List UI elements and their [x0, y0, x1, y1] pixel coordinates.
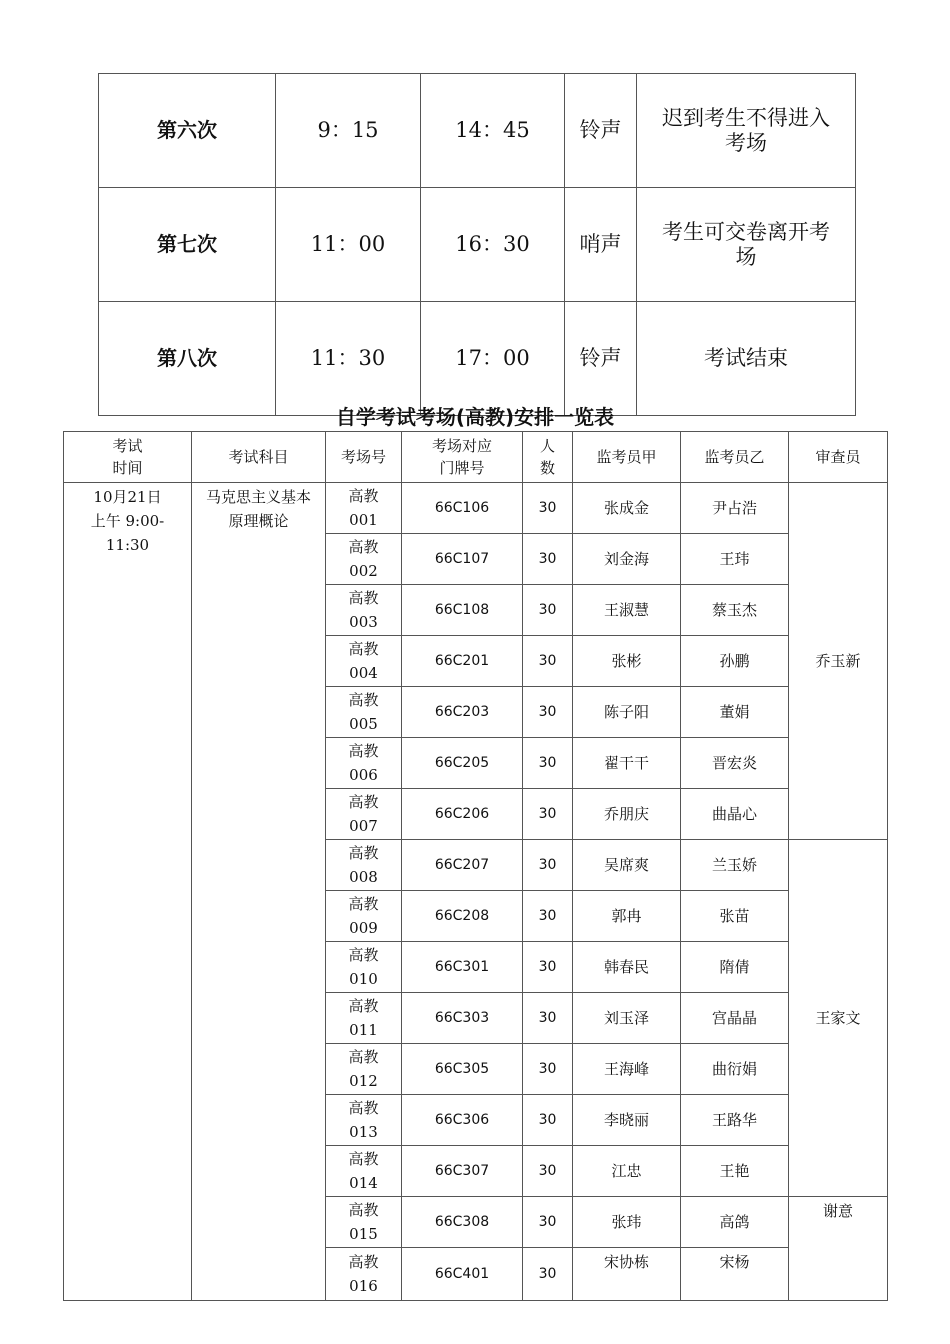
bell-row: [99, 188, 856, 302]
proctor-a-cell: 张玮: [573, 1197, 681, 1248]
proctor-a-cell: 韩春民: [573, 942, 681, 993]
exam-room-table: [63, 431, 888, 1301]
exam-room-body: [64, 432, 888, 1301]
proctor-a-cell: 刘金海: [573, 534, 681, 585]
door-number-cell: 66C208: [402, 891, 523, 942]
door-number-cell: 66C107: [402, 534, 523, 585]
door-number-cell: 66C401: [402, 1248, 523, 1301]
bell-round: 第七次: [99, 188, 276, 302]
bell-round: 第八次: [99, 302, 276, 416]
door-number-cell: 66C303: [402, 993, 523, 1044]
proctor-b-cell: 董娟: [681, 687, 789, 738]
door-number-cell: 66C308: [402, 1197, 523, 1248]
count-cell: 30: [523, 585, 573, 636]
door-number-cell: 66C301: [402, 942, 523, 993]
count-cell: 30: [523, 993, 573, 1044]
proctor-a-cell: 吴席爽: [573, 840, 681, 891]
room-number-cell: 高教 016: [326, 1248, 402, 1301]
room-number-cell: 高教 004: [326, 636, 402, 687]
room-number-cell: 高教 008: [326, 840, 402, 891]
bell-time-pm: 17：00: [421, 302, 565, 416]
door-number-cell: 66C305: [402, 1044, 523, 1095]
page-title: 自学考试考场(高教)安排一览表: [335, 405, 615, 429]
room-number-cell: 高教 014: [326, 1146, 402, 1197]
table-row: [64, 483, 888, 534]
proctor-a-cell: 宋协栋: [573, 1248, 681, 1301]
count-cell: 30: [523, 942, 573, 993]
proctor-b-cell: 隋倩: [681, 942, 789, 993]
reviewer-cell: 谢意: [789, 1197, 888, 1301]
bell-row: [99, 74, 856, 188]
room-number-cell: 高教 010: [326, 942, 402, 993]
bell-note: [637, 302, 856, 416]
room-number-cell: 高教 013: [326, 1095, 402, 1146]
bell-note-text: 迟到考生不得进入考场: [662, 105, 830, 155]
door-number-cell: 66C207: [402, 840, 523, 891]
bell-row: [99, 302, 856, 416]
bell-round: 第六次: [99, 74, 276, 188]
bell-schedule-table: [98, 73, 856, 416]
door-number-cell: 66C307: [402, 1146, 523, 1197]
proctor-b-cell: 曲晶心: [681, 789, 789, 840]
bell-note: [637, 74, 856, 188]
count-cell: 30: [523, 891, 573, 942]
room-number-cell: 高教 006: [326, 738, 402, 789]
bell-time-am: 11：00: [276, 188, 421, 302]
count-cell: 30: [523, 1044, 573, 1095]
door-number-cell: 66C306: [402, 1095, 523, 1146]
room-number-cell: 高教 003: [326, 585, 402, 636]
door-number-cell: 66C203: [402, 687, 523, 738]
header-subject: 考试科目: [192, 432, 326, 483]
bell-note: [637, 188, 856, 302]
reviewer-cell: 王家文: [789, 840, 888, 1197]
table-header-row: [64, 432, 888, 483]
proctor-b-cell: 王玮: [681, 534, 789, 585]
proctor-b-cell: 蔡玉杰: [681, 585, 789, 636]
room-number-cell: 高教 015: [326, 1197, 402, 1248]
proctor-b-cell: 王艳: [681, 1146, 789, 1197]
bell-time-pm: 14：45: [421, 74, 565, 188]
exam-subject-cell: 马克思主义基本 原理概论: [192, 483, 326, 1301]
proctor-b-cell: 宋杨: [681, 1248, 789, 1301]
bell-schedule-body: [99, 74, 856, 416]
proctor-b-cell: 张苗: [681, 891, 789, 942]
proctor-a-cell: 郭冉: [573, 891, 681, 942]
count-cell: 30: [523, 483, 573, 534]
header-door-number: 考场对应 门牌号: [402, 432, 523, 483]
reviewer-cell: 乔玉新: [789, 483, 888, 840]
count-cell: 30: [523, 687, 573, 738]
proctor-a-cell: 张成金: [573, 483, 681, 534]
header-reviewer: 审查员: [789, 432, 888, 483]
door-number-cell: 66C201: [402, 636, 523, 687]
count-cell: 30: [523, 1095, 573, 1146]
bell-note-text: 考试结束: [704, 346, 788, 370]
proctor-b-cell: 王路华: [681, 1095, 789, 1146]
header-exam-time: 考试 时间: [64, 432, 192, 483]
door-number-cell: 66C106: [402, 483, 523, 534]
bell-note-text: 考生可交卷离开考场: [662, 219, 830, 269]
proctor-a-cell: 翟干干: [573, 738, 681, 789]
proctor-b-cell: 孙鹏: [681, 636, 789, 687]
header-proctor-a: 监考员甲: [573, 432, 681, 483]
proctor-b-cell: 曲衍娟: [681, 1044, 789, 1095]
proctor-a-cell: 王淑慧: [573, 585, 681, 636]
proctor-a-cell: 刘玉泽: [573, 993, 681, 1044]
bell-signal: 铃声: [565, 74, 637, 188]
room-number-cell: 高教 001: [326, 483, 402, 534]
proctor-b-cell: 高鸽: [681, 1197, 789, 1248]
proctor-a-cell: 江忠: [573, 1146, 681, 1197]
exam-time-cell: 10月21日 上午 9:00- 11:30: [64, 483, 192, 1301]
bell-time-am: 9：15: [276, 74, 421, 188]
header-room: 考场号: [326, 432, 402, 483]
header-count: 人 数: [523, 432, 573, 483]
bell-time-am: 11：30: [276, 302, 421, 416]
count-cell: 30: [523, 1197, 573, 1248]
proctor-b-cell: 兰玉娇: [681, 840, 789, 891]
proctor-a-cell: 陈子阳: [573, 687, 681, 738]
count-cell: 30: [523, 789, 573, 840]
bell-time-pm: 16：30: [421, 188, 565, 302]
proctor-b-cell: 宫晶晶: [681, 993, 789, 1044]
room-number-cell: 高教 002: [326, 534, 402, 585]
proctor-a-cell: 王海峰: [573, 1044, 681, 1095]
proctor-a-cell: 李晓丽: [573, 1095, 681, 1146]
door-number-cell: 66C206: [402, 789, 523, 840]
door-number-cell: 66C205: [402, 738, 523, 789]
proctor-b-cell: 晋宏炎: [681, 738, 789, 789]
room-number-cell: 高教 011: [326, 993, 402, 1044]
proctor-b-cell: 尹占浩: [681, 483, 789, 534]
room-number-cell: 高教 009: [326, 891, 402, 942]
header-proctor-b: 监考员乙: [681, 432, 789, 483]
count-cell: 30: [523, 1146, 573, 1197]
bell-signal: 哨声: [565, 188, 637, 302]
bell-signal: 铃声: [565, 302, 637, 416]
count-cell: 30: [523, 738, 573, 789]
proctor-a-cell: 乔朋庆: [573, 789, 681, 840]
count-cell: 30: [523, 534, 573, 585]
proctor-a-cell: 张彬: [573, 636, 681, 687]
count-cell: 30: [523, 1248, 573, 1301]
room-number-cell: 高教 007: [326, 789, 402, 840]
count-cell: 30: [523, 840, 573, 891]
count-cell: 30: [523, 636, 573, 687]
room-number-cell: 高教 012: [326, 1044, 402, 1095]
room-number-cell: 高教 005: [326, 687, 402, 738]
door-number-cell: 66C108: [402, 585, 523, 636]
